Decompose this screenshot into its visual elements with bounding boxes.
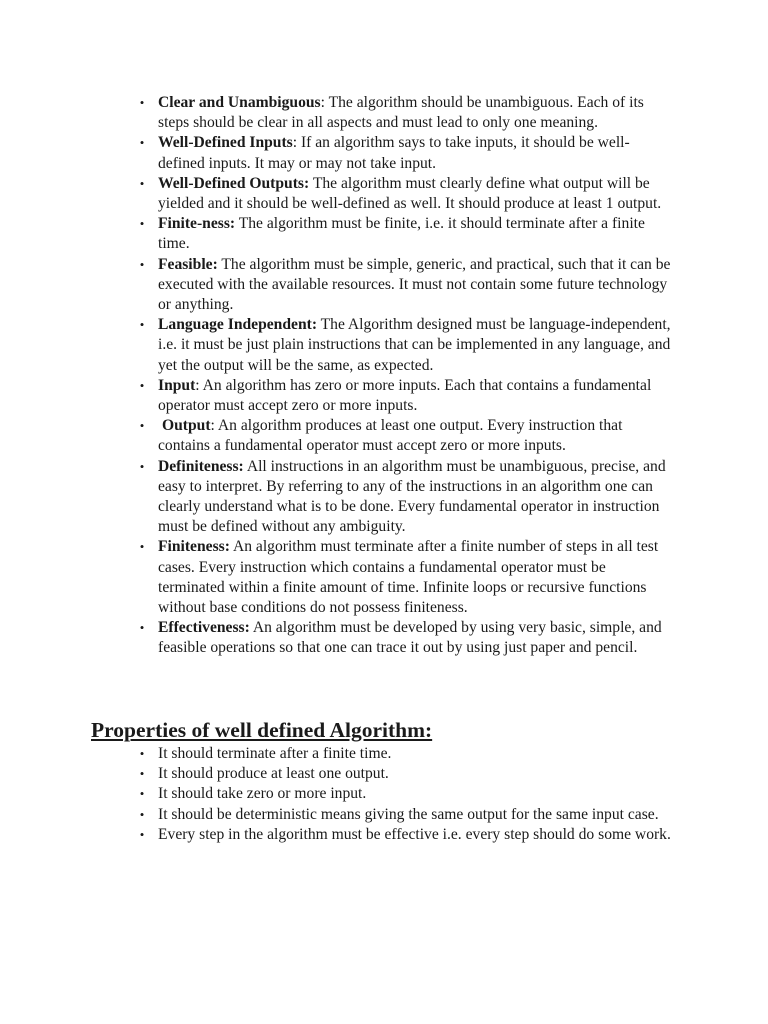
definition-text: The algorithm must clearly define what output will be yielded and it should be well-defined as well. It should produce at least 1 output. — [158, 174, 662, 213]
algorithm-characteristics-list — [136, 93, 676, 659]
list-item — [136, 315, 676, 376]
term: Clear and Unambiguous — [158, 94, 321, 111]
list-item — [136, 805, 676, 825]
term: Well-Defined Inputs — [158, 134, 293, 152]
property-text: It should produce at least one output. — [158, 765, 389, 783]
bullet-icon: • — [139, 786, 145, 802]
bullet-icon: • — [139, 317, 145, 333]
term: Finite-ness: — [158, 215, 236, 233]
term: Output — [162, 417, 211, 435]
bullet-icon: • — [139, 377, 145, 393]
definition-text: An algorithm has zero or more inputs. Each that contains a fundamental operator must accept zero or more inputs. — [158, 376, 652, 415]
separator: : — [320, 94, 329, 111]
term: Well-Defined Outputs: — [158, 174, 310, 192]
property-text: It should be deterministic means giving the same output for the same input case. — [158, 805, 659, 823]
term: Finiteness: — [158, 538, 230, 556]
bullet-icon: • — [139, 746, 145, 761]
property-text: It should take zero or more input. — [158, 785, 367, 803]
bullet-icon: • — [139, 806, 145, 822]
list-item — [136, 255, 676, 316]
list-item — [136, 618, 676, 658]
term: Effectiveness: — [158, 619, 250, 637]
bullet-icon: • — [139, 620, 145, 636]
definition-text: An algorithm produces at least one output. Every instruction that contains a fundamental operator must accept zero or more inputs. — [158, 417, 623, 455]
list-item — [136, 93, 676, 133]
term: Input — [158, 376, 196, 394]
bullet-icon: • — [139, 766, 145, 782]
bullet-icon: • — [139, 458, 145, 474]
term: Language Independent: — [158, 316, 318, 334]
property-text: It should terminate after a finite time. — [158, 745, 392, 762]
list-item — [136, 764, 676, 784]
list-item — [136, 784, 676, 804]
bullet-icon: • — [139, 418, 145, 434]
list-item — [136, 825, 676, 845]
list-item — [136, 376, 676, 416]
bullet-icon: • — [139, 175, 145, 191]
term: Feasible: — [158, 255, 218, 273]
list-item — [136, 744, 676, 764]
bullet-icon: • — [139, 826, 145, 842]
term: Definiteness: — [158, 457, 244, 475]
bullet-icon: • — [139, 539, 145, 555]
list-item — [136, 133, 676, 173]
bullet-icon: • — [139, 135, 145, 151]
definition-text: The Algorithm designed must be language-independent, i.e. it must be just plain instructions that can be implemented in any language, and yet the output will be the same, as expected. — [158, 316, 671, 374]
bullet-icon: • — [139, 95, 145, 110]
list-item — [136, 457, 676, 538]
definition-text: An algorithm must terminate after a finite number of steps in all test cases. Every instruction which contains a fundamental operator must be terminated within a finite amount of time. Infinite loops or recursive functions without base conditions do not possess finiteness. — [158, 538, 659, 617]
separator: : — [195, 376, 203, 394]
separator: : — [210, 417, 218, 435]
list-item — [136, 537, 676, 618]
bullet-icon: • — [139, 256, 145, 272]
list-item — [136, 416, 676, 456]
property-text: Every step in the algorithm must be effective i.e. every step should do some work. — [158, 825, 671, 843]
definition-text: If an algorithm says to take inputs, it should be well-defined inputs. It may or may not take input. — [158, 134, 630, 172]
definition-text: All instructions in an algorithm must be unambiguous, precise, and easy to interpret. By referring to any of the instructions in an algorithm one can clearly understand what is to be done. Every fundamental operator in instruction must be defined without any ambiguity. — [158, 457, 666, 536]
definition-text: The algorithm should be unambiguous. Each of its steps should be clear in all aspects and must lead to only one meaning. — [158, 94, 644, 132]
definition-text: The algorithm must be simple, generic, and practical, such that it can be executed with the available resources. It must not contain some future technology or anything. — [158, 255, 671, 314]
section-heading: Properties of well defined Algorithm: — [91, 718, 433, 742]
list-item — [136, 174, 676, 214]
properties-list — [136, 744, 676, 845]
definition-text: The algorithm must be finite, i.e. it should terminate after a finite time. — [158, 215, 645, 253]
list-item — [136, 214, 676, 254]
separator: : — [292, 134, 301, 152]
definition-text: An algorithm must be developed by using very basic, simple, and feasible operations so that one can trace it out by using just paper and pencil. — [158, 619, 662, 657]
bullet-icon: • — [139, 216, 145, 232]
